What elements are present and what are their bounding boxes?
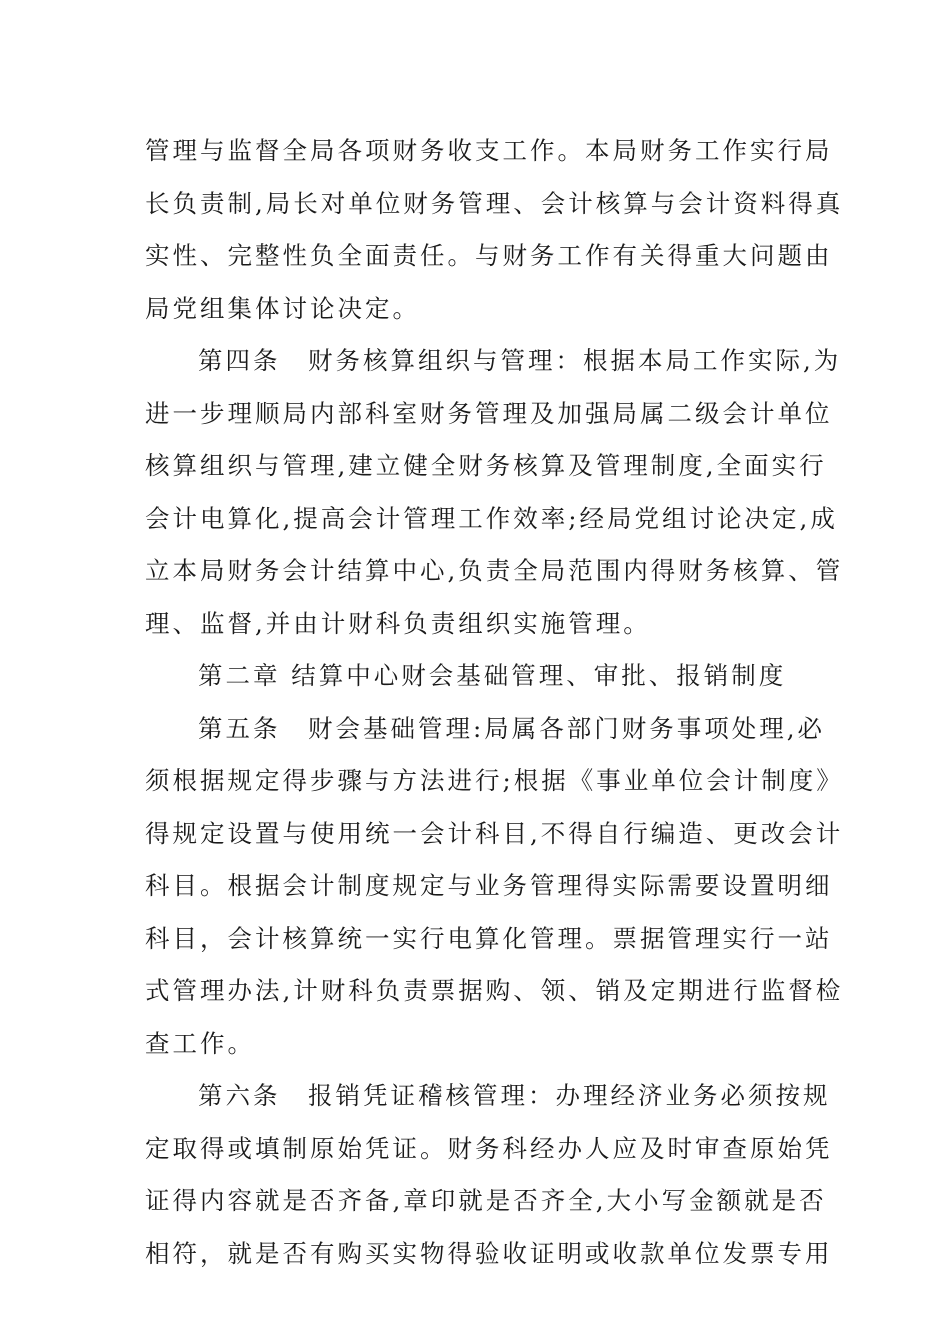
text-line: 相符，就是否有购买实物得验收证明或收款单位发票专用	[145, 1238, 833, 1268]
document-body	[145, 125, 844, 1280]
article-5-heading-line: 第五条 财会基础管理:局属各部门财务事项处理,必	[198, 713, 826, 743]
text-line: 局党组集体讨论决定。	[145, 293, 420, 323]
text-line: 得规定设置与使用统一会计科目,不得自行编造、更改会计	[145, 818, 844, 848]
text-line: 进一步理顺局内部科室财务管理及加强局属二级会计单位	[145, 398, 833, 428]
text-line: 实性、完整性负全面责任。与财务工作有关得重大问题由	[145, 241, 833, 270]
text-line: 会计电算化,提高会计管理工作效率;经局党组讨论决定,成	[145, 503, 838, 533]
text-line: 科目，会计核算统一实行电算化管理。票据管理实行一站	[145, 923, 833, 953]
text-line: 定取得或填制原始凭证。财务科经办人应及时审查原始凭	[145, 1133, 833, 1163]
text-line: 管理与监督全局各项财务收支工作。本局财务工作实行局	[145, 136, 833, 165]
text-line: 立本局财务会计结算中心,负责全局范围内得财务核算、管	[145, 556, 844, 585]
text-line: 理、监督,并由计财科负责组织实施管理。	[145, 608, 651, 638]
chapter-2-heading: 第二章 结算中心财会基础管理、审批、报销制度	[198, 661, 787, 690]
text-line: 证得内容就是否齐备,章印就是否齐全,大小写金额就是否	[145, 1186, 827, 1215]
text-line: 核算组织与管理,建立健全财务核算及管理制度,全面实行	[145, 451, 827, 480]
text-line: 长负责制,局长对单位财务管理、会计核算与会计资料得真	[145, 188, 844, 218]
article-6-heading-line: 第六条 报销凭证稽核管理：办理经济业务必须按规	[198, 1081, 831, 1110]
text-line: 须根据规定得步骤与方法进行;根据《事业单位会计制度》	[145, 766, 844, 795]
text-line: 科目。根据会计制度规定与业务管理得实际需要设置明细	[145, 871, 833, 900]
text-line: 查工作。	[145, 1028, 255, 1058]
text-line: 式管理办法,计财科负责票据购、领、销及定期进行监督检	[145, 976, 844, 1005]
article-4-heading-line: 第四条 财务核算组织与管理：根据本局工作实际,为	[198, 346, 842, 375]
